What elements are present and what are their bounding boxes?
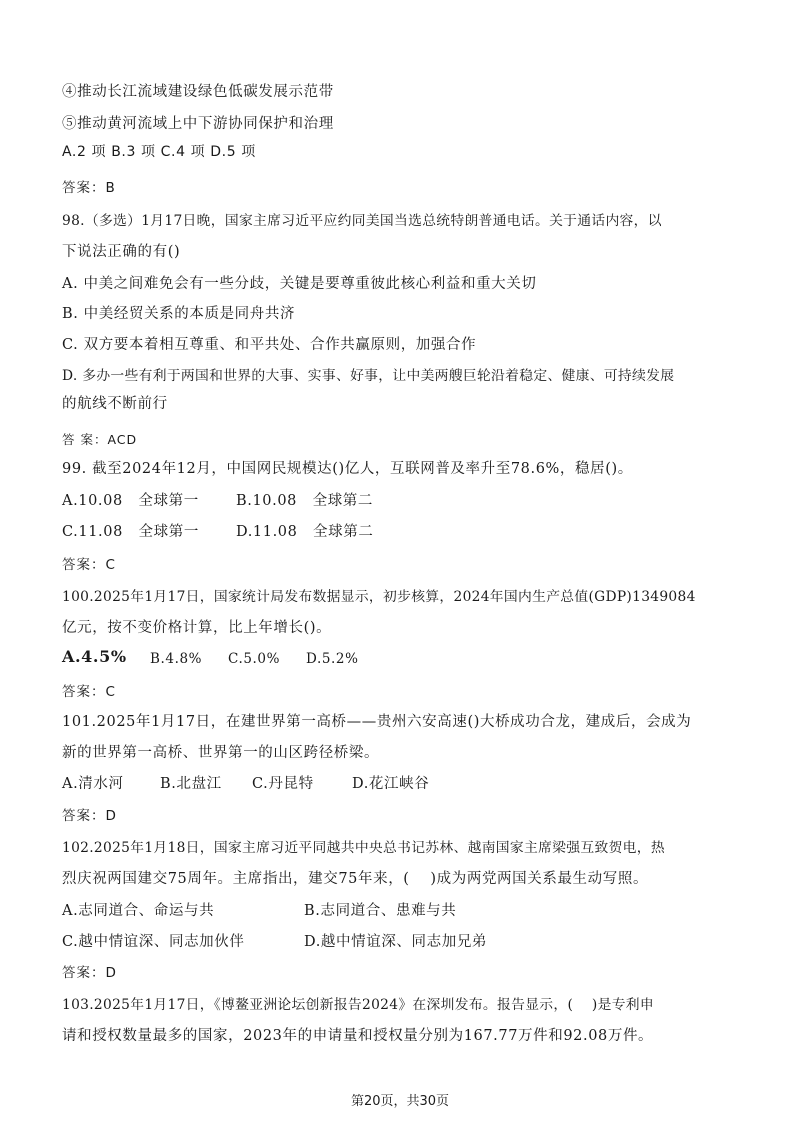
question-99-option-d: D.11.08 全球第二 [236, 524, 374, 540]
question-98-option-d-line2: 的航线不断前行 [62, 396, 168, 412]
question-102-option-a: A.志同道合、命运与共 [62, 903, 215, 919]
question-100-option-b: B.4.8% [150, 651, 203, 667]
question-102-option-b: B.志同道合、患难与共 [304, 903, 457, 919]
question-101-option-c: C.丹昆特 [252, 776, 314, 792]
question-99-option-c: C.11.08 全球第一 [62, 524, 199, 540]
question-98-option-c: C. 双方要本着相互尊重、和平共处、合作共赢原则，加强合作 [62, 337, 477, 353]
question-100-option-d: D.5.2% [306, 651, 359, 667]
question-101-option-b: B.北盘江 [160, 776, 222, 792]
question-101-option-d: D.花江峡谷 [352, 776, 430, 792]
question-102-option-d: D.越中情谊深、同志加兄弟 [304, 934, 488, 950]
answer-97: 答案：B [62, 180, 116, 196]
question-102-stem-line2: 烈庆祝两国建交75周年。主席指出，建交75年来，( )成为两党两国关系最生动写照。 [62, 871, 649, 887]
question-98-option-d-line1: D. 多办一些有利于两国和世界的大事、实事、好事，让中美两艘巨轮沿着稳定、健康、可持续发展 [62, 368, 675, 384]
question-99-option-a: A.10.08 全球第一 [62, 493, 199, 509]
question-99-stem: 99. 截至2024年12月，中国网民规模达()亿人，互联网普及率升至78.6%，稳居()。 [62, 461, 633, 477]
question-98-option-a: A. 中美之间难免会有一些分歧，关键是要尊重彼此核心利益和重大关切 [62, 276, 537, 292]
question-99-option-b: B.10.08 全球第二 [236, 493, 374, 509]
answer-99: 答案：C [62, 557, 116, 573]
answer-101: 答案：D [62, 808, 117, 824]
question-101-stem-line1: 101.2025年1月17日，在建世界第一高桥——贵州六安高速()大桥成功合龙，建成后，会成为 [62, 714, 692, 730]
question-100-option-c: C.5.0% [228, 651, 281, 667]
question-100-option-a: A.4.5% [62, 647, 127, 666]
question-102-stem-line1: 102.2025年1月18日，国家主席习近平同越共中央总书记苏林、越南国家主席梁强互致贺电，热 [62, 840, 665, 856]
question-98-stem-line1: 98.（多选）1月17日晚，国家主席习近平应约同美国当选总统特朗普通电话。关于通话内容，以 [62, 213, 662, 229]
page-footer: 第20页，共30页 [350, 1094, 450, 1109]
answer-100: 答案：C [62, 684, 116, 700]
choice-line-97: A.2 项 B.3 项 C.4 项 D.5 项 [62, 144, 256, 160]
question-100-stem-line2: 亿元，按不变价格计算，比上年增长()。 [62, 620, 332, 636]
question-98-option-b: B. 中美经贸关系的本质是同舟共济 [62, 306, 296, 322]
question-103-stem-line2: 请和授权数量最多的国家，2023年的申请量和授权量分别为167.77万件和92.08万件。 [62, 1028, 654, 1044]
answer-98: 答 案：ACD [62, 432, 138, 447]
question-101-stem-line2: 新的世界第一高桥、世界第一的山区跨径桥梁。 [62, 745, 380, 761]
question-100-stem-line1: 100.2025年1月17日，国家统计局发布数据显示，初步核算，2024年国内生产总值(GDP)1349084 [62, 589, 696, 605]
question-101-option-a: A.清水河 [62, 776, 124, 792]
answer-102: 答案：D [62, 965, 117, 981]
option-line-5: ⑤推动黄河流域上中下游协同保护和治理 [62, 116, 334, 132]
option-line-4: ④推动长江流域建设绿色低碳发展示范带 [62, 84, 334, 100]
question-103-stem-line1: 103.2025年1月17日，《博鳌亚洲论坛创新报告2024》在深圳发布。报告显示，( )是专利申 [62, 997, 654, 1013]
question-98-stem-line2: 下说法正确的有() [62, 244, 181, 260]
question-102-option-c: C.越中情谊深、同志加伙伴 [62, 934, 245, 950]
